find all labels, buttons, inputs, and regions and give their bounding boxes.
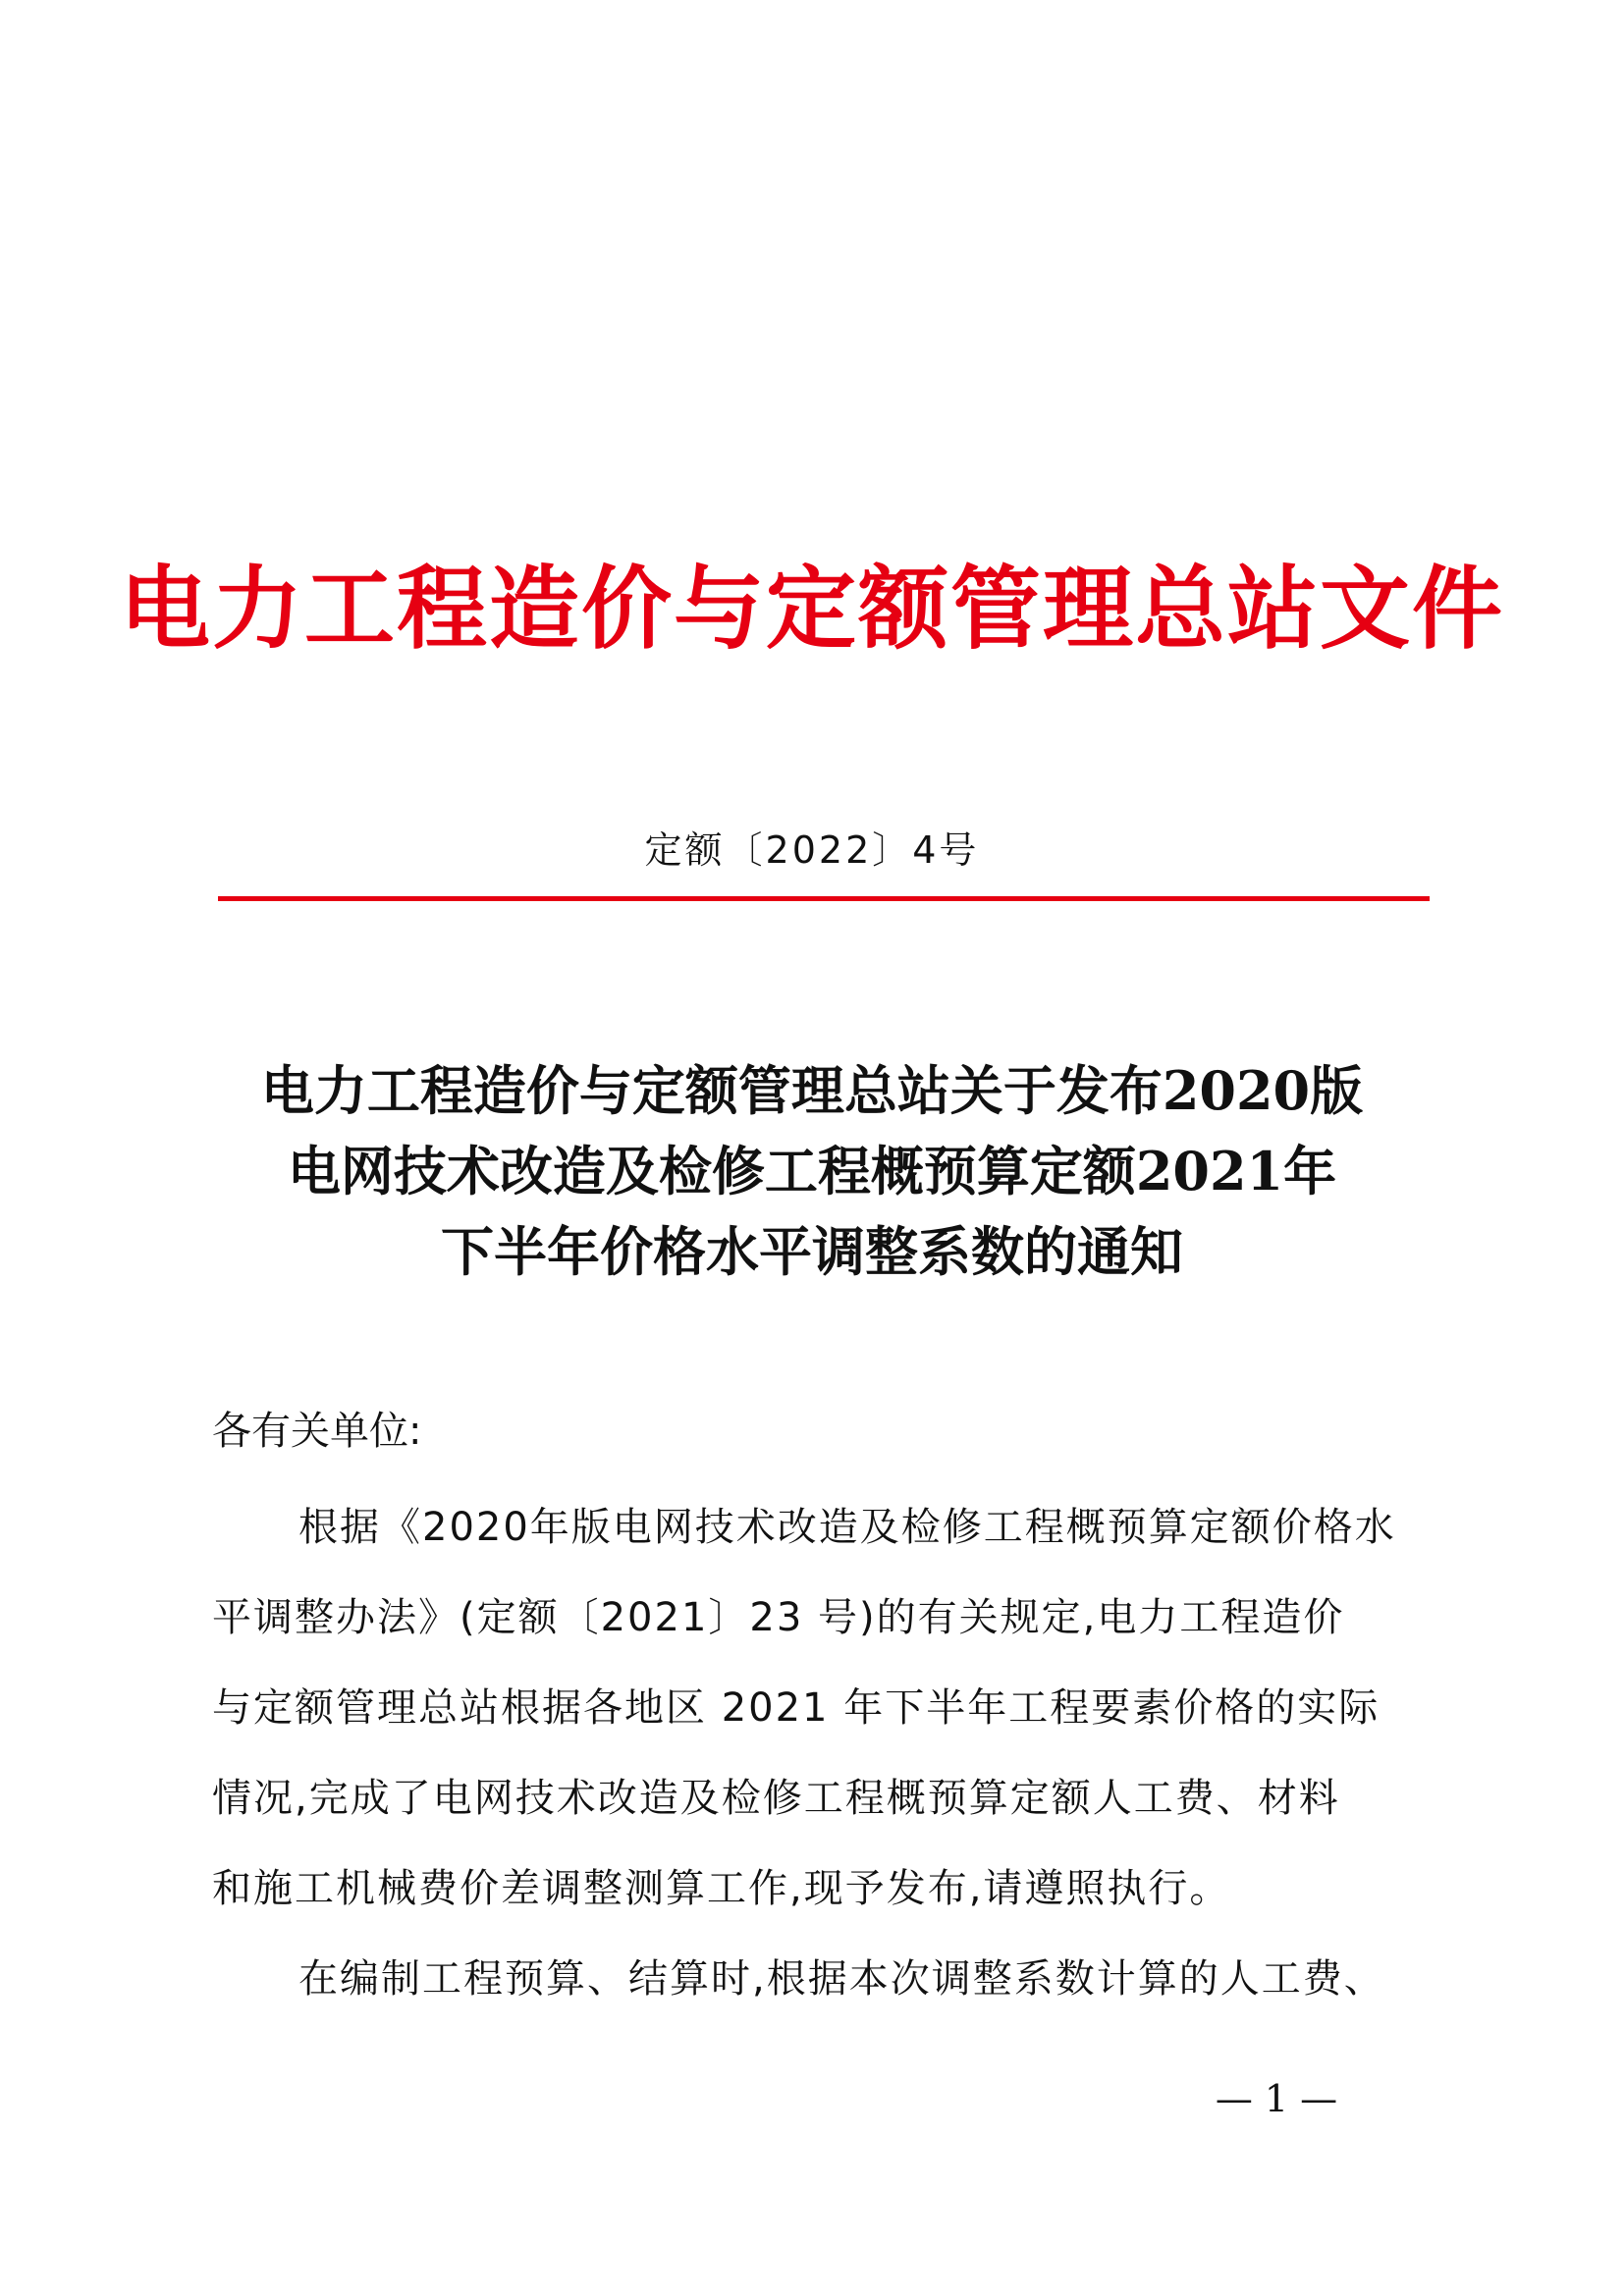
document-number: 定额〔2022〕4号: [644, 828, 980, 872]
notice-title: [147, 1050, 1477, 1292]
paragraph-line: 与定额管理总站根据各地区 2021 年下半年工程要素价格的实际: [212, 1685, 1380, 1731]
paragraph-line: 在编制工程预算、结算时,根据本次调整系数计算的人工费、: [298, 1956, 1385, 2002]
body-paragraph-2: [212, 1934, 1420, 2024]
header-red-rule: [218, 896, 1430, 901]
notice-title-line: 电网技术改造及检修工程概预算定额2021年: [287, 1140, 1337, 1202]
salutation: 各有关单位:: [212, 1409, 422, 1454]
paragraph-line: 情况,完成了电网技术改造及检修工程概预算定额人工费、材料: [212, 1776, 1340, 1821]
document-header-title: 电力工程造价与定额管理总站文件: [119, 556, 1504, 662]
paragraph-line: 和施工机械费价差调整测算工作,现予发布,请遵照执行。: [212, 1866, 1231, 1911]
page-number: — 1 —: [1215, 2077, 1338, 2120]
body-paragraph-1: [212, 1482, 1420, 1934]
notice-title-line: 电力工程造价与定额管理总站关于发布2020版: [260, 1059, 1364, 1122]
notice-title-line: 下半年价格水平调整系数的通知: [441, 1220, 1183, 1283]
paragraph-line: 根据《2020年版电网技术改造及检修工程概预算定额价格水: [298, 1505, 1396, 1550]
paragraph-line: 平调整办法》(定额〔2021〕23 号)的有关规定,电力工程造价: [212, 1595, 1345, 1640]
